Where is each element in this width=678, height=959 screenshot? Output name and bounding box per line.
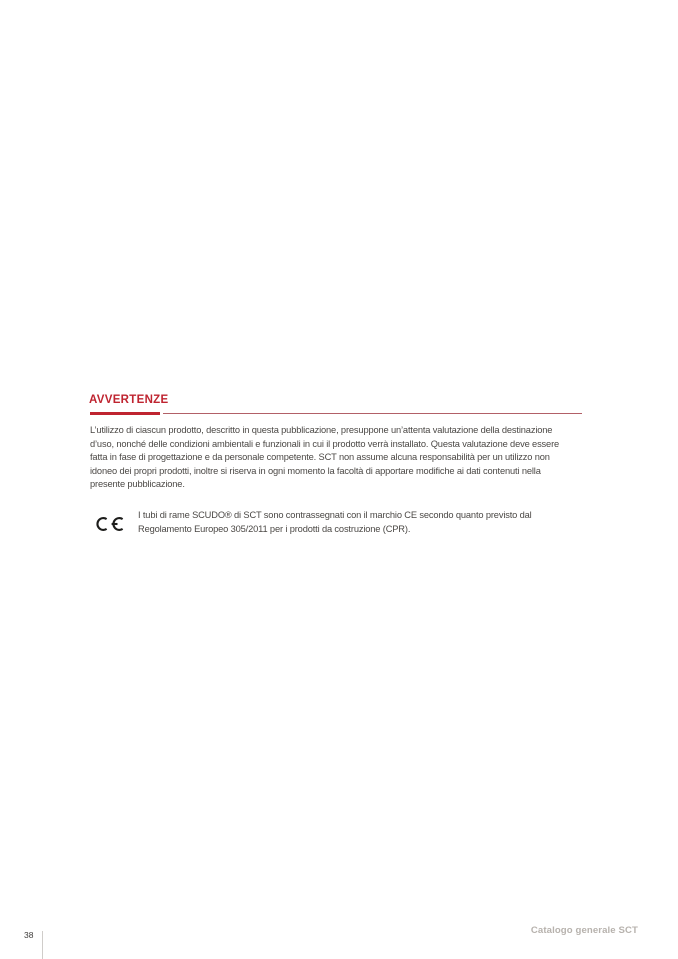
footer-catalog-title: Catalogo generale SCT: [530, 925, 638, 936]
ce-mark-icon: [94, 513, 126, 535]
warning-paragraph: [90, 424, 590, 492]
title-underline-thick: [90, 412, 160, 415]
ce-paragraph: [138, 509, 588, 536]
ce-line: Regolamento Europeo 305/2011 per i prodotti da costruzione (CPR).: [138, 523, 411, 534]
page-number: 38: [24, 930, 34, 940]
warning-line: d’uso, nonché delle condizioni ambientali e funzionali in cui il prodotto verrà installato. Questa valutazione deve essere: [90, 438, 560, 449]
footer-divider-line: [42, 931, 43, 959]
warning-line: fatta in fase di progettazione e da personale competente. SCT non assume alcuna responsabilità per un utilizzo non: [90, 452, 550, 462]
ce-line: I tubi di rame SCUDO® di SCT sono contrassegnati con il marchio CE secondo quanto previsto dal: [138, 510, 532, 520]
warning-line: presente pubblicazione.: [90, 479, 185, 489]
title-underline-thin: [163, 413, 582, 414]
warning-section-title: AVVERTENZE: [89, 394, 169, 406]
warning-line: idoneo dei propri prodotti, inoltre si riserva in ogni momento la facoltà di apportare modifiche ai dati contenuti nella: [90, 465, 541, 476]
warning-line: L’utilizzo di ciascun prodotto, descritto in questa pubblicazione, presuppone un’attenta valutazione della destinazione: [90, 425, 553, 435]
